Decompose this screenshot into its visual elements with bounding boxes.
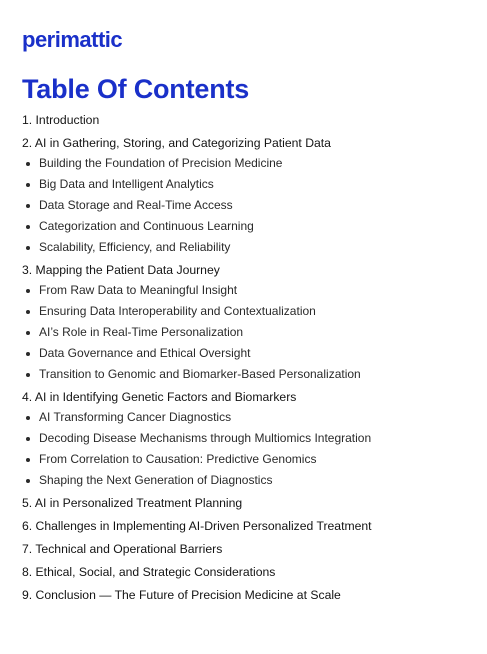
toc-section-8[interactable]: 8. Ethical, Social, and Strategic Considerations — [22, 565, 276, 579]
bullet-icon — [26, 352, 30, 356]
bullet-icon — [26, 204, 30, 208]
toc-subsection-label: Scalability, Efficiency, and Reliability — [39, 240, 231, 254]
bullet-icon — [26, 289, 30, 293]
toc-subsection-label: From Raw Data to Meaningful Insight — [39, 283, 238, 297]
toc-subsection-item[interactable] — [22, 410, 472, 425]
document-page — [22, 27, 472, 603]
toc-subsection-item[interactable] — [22, 156, 472, 171]
toc-section-3[interactable]: 3. Mapping the Patient Data Journey — [22, 263, 220, 277]
toc-subsection-item[interactable] — [22, 452, 472, 467]
bullet-icon — [26, 437, 30, 441]
toc-subsection-label: Transition to Genomic and Biomarker-Based Personalization — [39, 367, 361, 381]
toc-subsection-item[interactable] — [22, 367, 472, 382]
toc-subsection-item[interactable] — [22, 346, 472, 361]
toc-subsection-label: Categorization and Continuous Learning — [39, 219, 254, 233]
toc-subsection-list — [22, 410, 472, 488]
toc-section-4[interactable]: 4. AI in Identifying Genetic Factors and Biomarkers — [22, 390, 297, 404]
toc-section-9[interactable]: 9. Conclusion — The Future of Precision Medicine at Scale — [22, 588, 341, 602]
bullet-icon — [26, 458, 30, 462]
toc-subsection-label: Shaping the Next Generation of Diagnostics — [39, 473, 273, 487]
bullet-icon — [26, 479, 30, 483]
toc-subsection-item[interactable] — [22, 325, 472, 340]
toc-section-7[interactable]: 7. Technical and Operational Barriers — [22, 542, 223, 556]
toc-section-6[interactable]: 6. Challenges in Implementing AI-Driven Personalized Treatment — [22, 519, 372, 533]
toc-subsection-label: From Correlation to Causation: Predictive Genomics — [39, 452, 317, 466]
toc-section-5[interactable]: 5. AI in Personalized Treatment Planning — [22, 496, 243, 510]
bullet-icon — [26, 373, 30, 377]
bullet-icon — [26, 246, 30, 250]
toc-subsection-item[interactable] — [22, 283, 472, 298]
toc-subsection-item[interactable] — [22, 219, 472, 234]
brand-logo: perimattic — [22, 27, 123, 52]
page-title: Table Of Contents — [22, 74, 250, 104]
bullet-icon — [26, 416, 30, 420]
toc-subsection-item[interactable] — [22, 304, 472, 319]
toc-subsection-label: Big Data and Intelligent Analytics — [39, 177, 214, 191]
toc-section-1[interactable]: 1. Introduction — [22, 113, 100, 127]
table-of-contents — [22, 113, 472, 603]
toc-subsection-label: AI Transforming Cancer Diagnostics — [39, 410, 232, 424]
toc-subsection-label: Ensuring Data Interoperability and Contextualization — [39, 304, 316, 318]
toc-section-2[interactable]: 2. AI in Gathering, Storing, and Categorizing Patient Data — [22, 136, 331, 150]
bullet-icon — [26, 310, 30, 314]
bullet-icon — [26, 225, 30, 229]
bullet-icon — [26, 331, 30, 335]
toc-subsection-label: Building the Foundation of Precision Medicine — [39, 156, 283, 170]
bullet-icon — [26, 183, 30, 187]
toc-subsection-item[interactable] — [22, 240, 472, 255]
toc-subsection-item[interactable] — [22, 198, 472, 213]
toc-subsection-item[interactable] — [22, 431, 472, 446]
toc-subsection-label: AI’s Role in Real-Time Personalization — [39, 325, 244, 339]
bullet-icon — [26, 162, 30, 166]
toc-subsection-label: Decoding Disease Mechanisms through Multiomics Integration — [39, 431, 372, 445]
toc-subsection-label: Data Governance and Ethical Oversight — [39, 346, 251, 360]
toc-subsection-list — [22, 283, 472, 382]
toc-subsection-item[interactable] — [22, 473, 472, 488]
toc-subsection-list — [22, 156, 472, 255]
toc-subsection-label: Data Storage and Real-Time Access — [39, 198, 233, 212]
toc-subsection-item[interactable] — [22, 177, 472, 192]
